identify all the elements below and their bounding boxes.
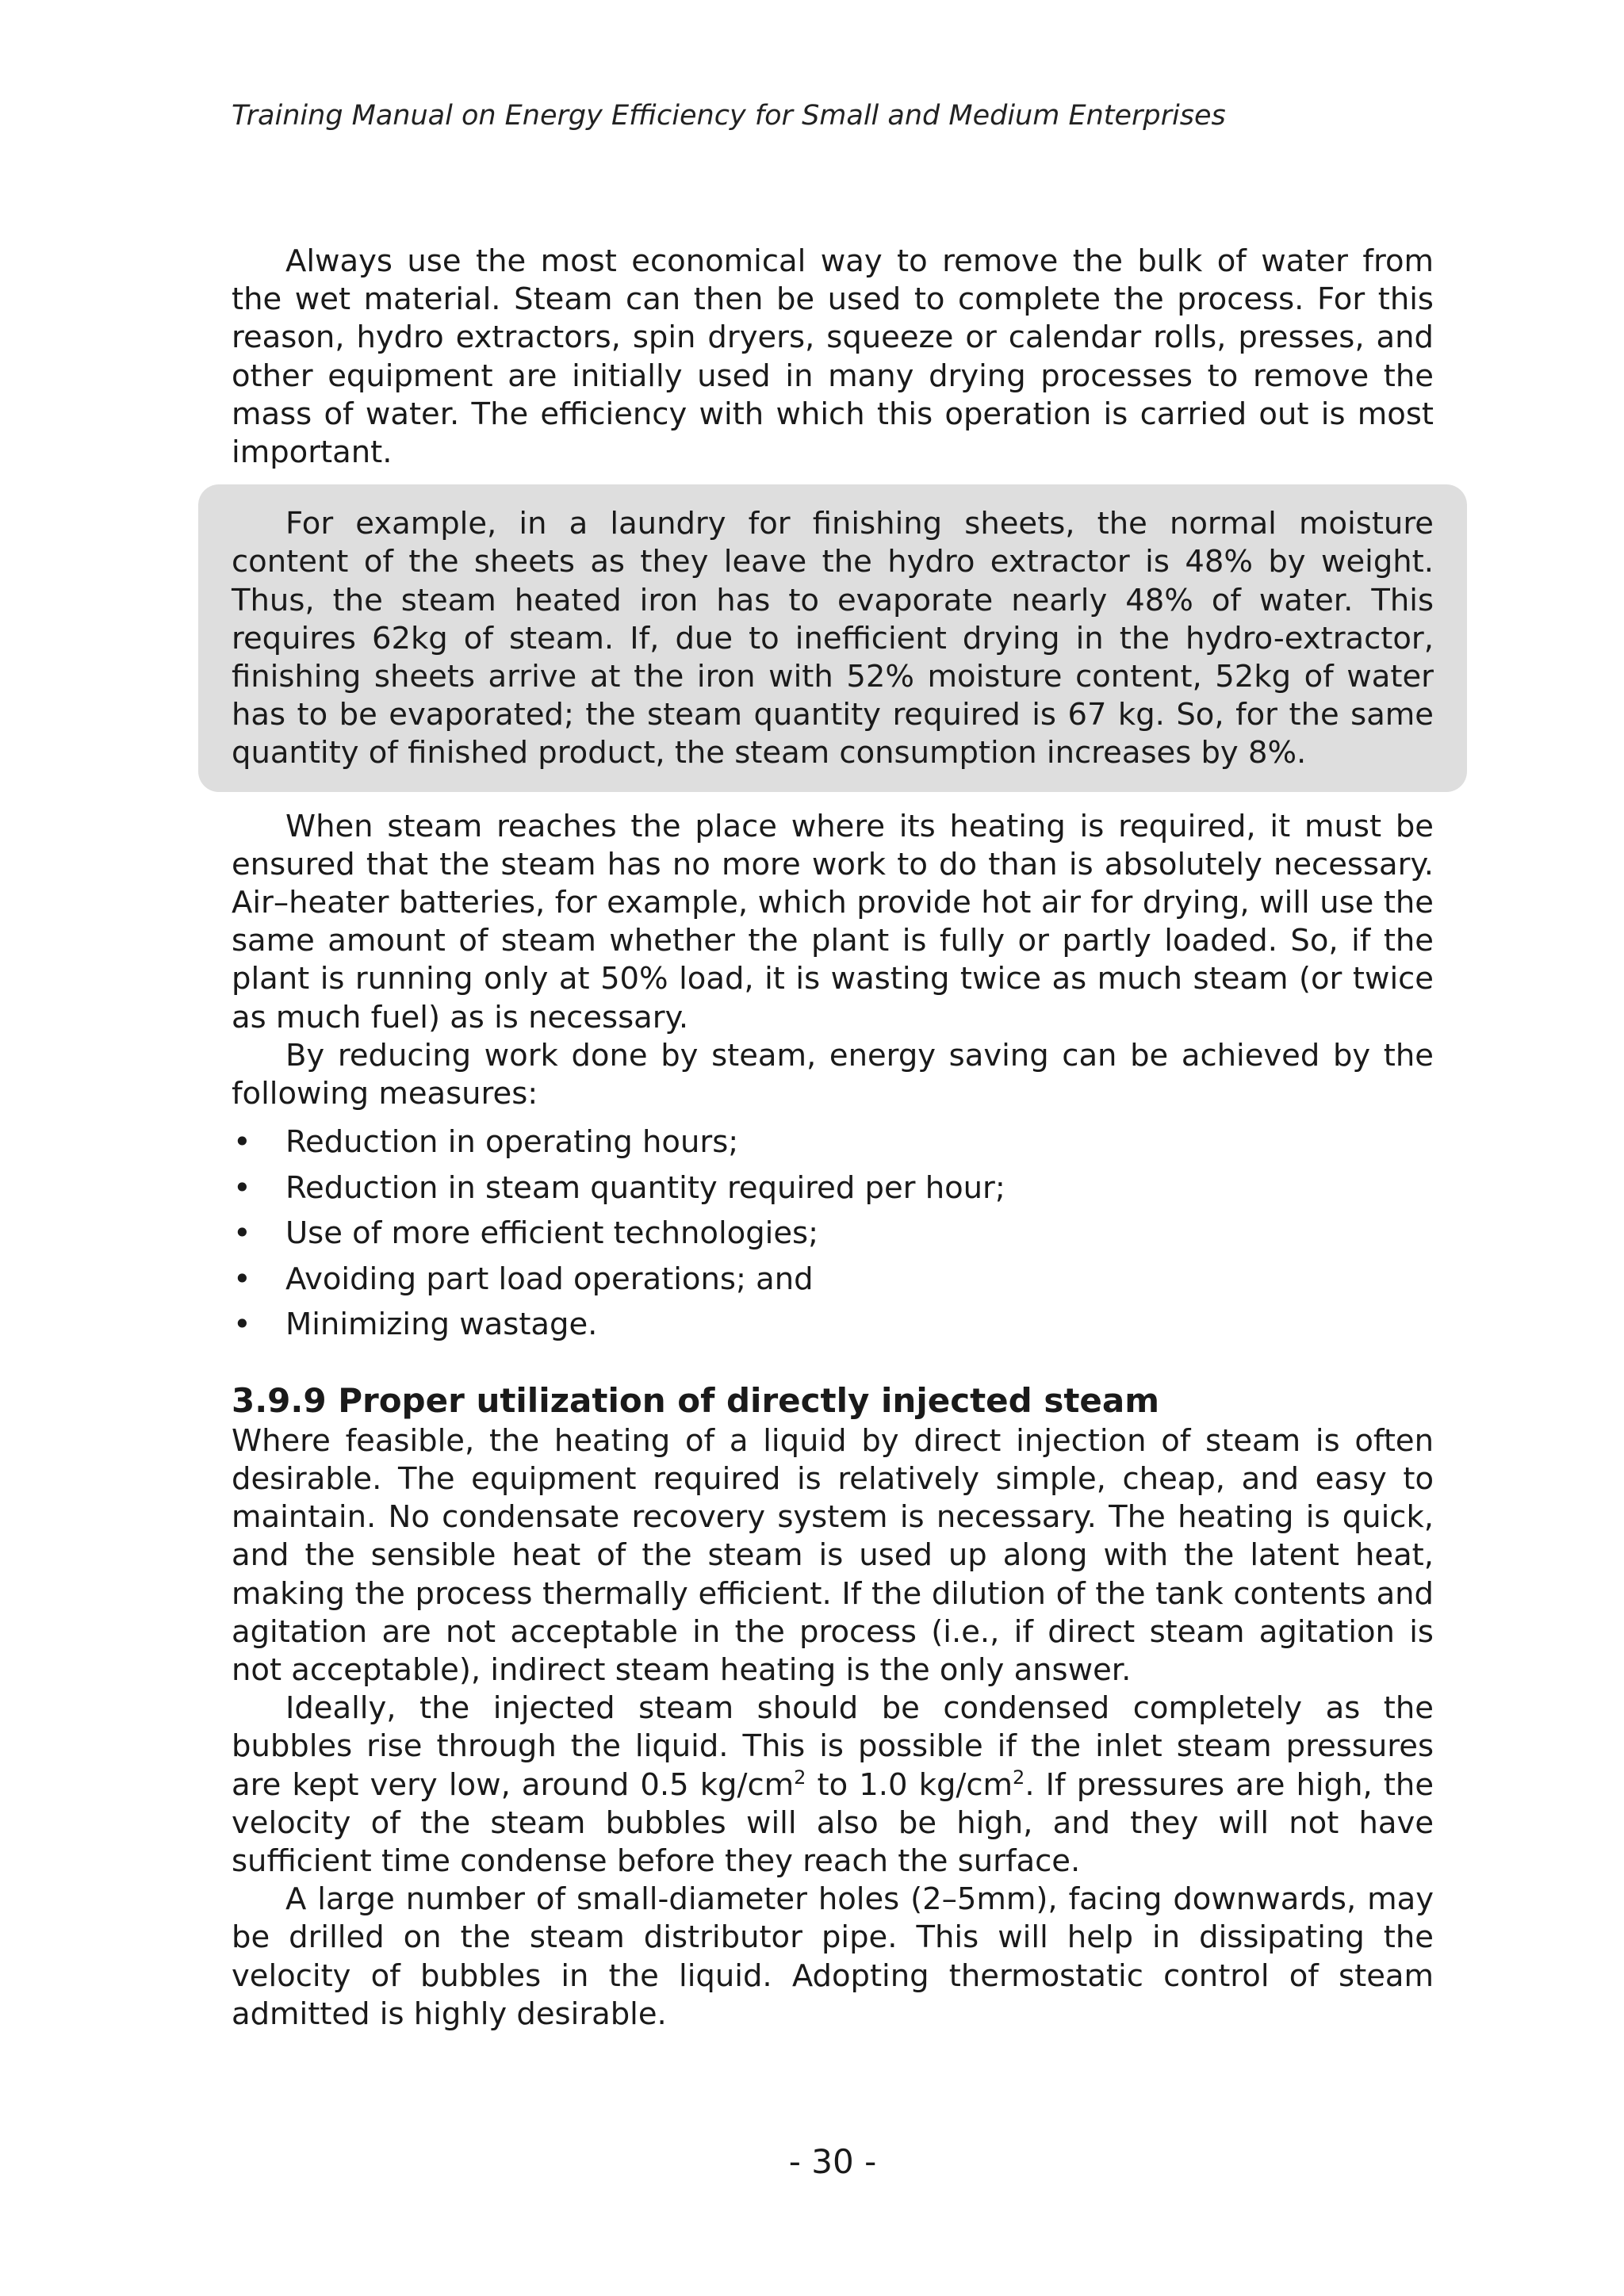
paragraph-steam-work: When steam reaches the place where its heating is required, it must be ensured that the steam has no more work to do than is absolutely necessary. Air–heater batteries, for example, which provide hot air for drying, will use the same amount of steam whether the plant is fully or partly loaded. So, if the plant is running only at 50% load, it is wasting twice as much steam (or twice as much fuel) as is necessary. bbox=[232, 808, 1434, 1035]
measures-list bbox=[232, 1119, 1434, 1348]
list-item-text: Use of more efficient technologies; bbox=[285, 1215, 819, 1252]
paragraph-injected-steam bbox=[232, 1689, 1434, 1881]
paragraph-distributor-holes: A large number of small-diameter holes (2–5mm), facing downwards, may be drilled on the steam distributor pipe. This will help in dissipating the velocity of bubbles in the liquid. Adopting thermostatic control of steam admitted is highly desirable. bbox=[232, 1881, 1434, 2032]
bullet-glyph: • bbox=[233, 1215, 251, 1252]
bullet-glyph: • bbox=[233, 1261, 251, 1297]
list-item bbox=[232, 1211, 1434, 1257]
section-heading: 3.9.9 Proper utilization of directly injected steam bbox=[232, 1380, 1160, 1420]
list-item bbox=[232, 1119, 1434, 1165]
bullet-glyph: • bbox=[233, 1169, 251, 1206]
list-item-text: Reduction in operating hours; bbox=[285, 1124, 739, 1161]
paragraph-measures-intro: By reducing work done by steam, energy saving can be achieved by the following measures: bbox=[232, 1037, 1434, 1112]
bullet-glyph: • bbox=[233, 1307, 251, 1343]
example-callout-box bbox=[198, 484, 1467, 791]
text-run: Ideally, the injected steam should be condensed completely as the bubbles rise through the liquid. This is possible if the inlet steam pressures are kept very low, around 0.5 kg/cm bbox=[232, 1690, 1434, 1803]
paragraph-direct-injection: Where feasible, the heating of a liquid by direct injection of steam is often desirable. The equipment required is relatively simple, cheap, and easy to maintain. No condensate recovery system is necessary. The heating is quick, and the sensible heat of the steam is used up along with the latent heat, making the process thermally efficient. If the dilution of the tank contents and agitation are not acceptable in the process (i.e., if direct steam agitation is not acceptable), indirect steam heating is the only answer. bbox=[232, 1422, 1434, 1688]
list-item-text: Reduction in steam quantity required per hour; bbox=[285, 1169, 1005, 1206]
example-paragraph: For example, in a laundry for finishing sheets, the normal moisture content of the sheets as they leave the hydro extractor is 48% by weight. Thus, the steam heated iron has to evaporate nearly 48% of water. This requires 62kg of steam. If, due to inefficient drying in the hydro-extractor, finishing sheets arrive at the iron with 52% moisture content, 52kg of water has to be evaporated; the steam quantity required is 67 kg. So, for the same quantity of finished product, the steam consumption increases by 8%. bbox=[232, 506, 1434, 771]
superscript: 2 bbox=[1013, 1766, 1025, 1789]
page-number: - 30 - bbox=[788, 2142, 877, 2181]
list-item bbox=[232, 1302, 1434, 1348]
list-item-text: Minimizing wastage. bbox=[285, 1307, 598, 1343]
bullet-glyph: • bbox=[233, 1124, 251, 1161]
page-content bbox=[232, 243, 1434, 2034]
list-item-text: Avoiding part load operations; and bbox=[285, 1261, 814, 1297]
running-header: Training Manual on Energy Efficiency for Small and Medium Enterprises bbox=[232, 100, 1226, 132]
superscript: 2 bbox=[794, 1766, 806, 1789]
list-item bbox=[232, 1257, 1434, 1303]
list-item bbox=[232, 1165, 1434, 1211]
paragraph-water-removal: Always use the most economical way to remove the bulk of water from the wet material. Steam can then be used to complete the process. For this reason, hydro extractors, spin dryers, squeeze or calendar rolls, presses, and other equipment are initially used in many drying processes to remove the mass of water. The efficiency with which this operation is carried out is most important. bbox=[232, 243, 1434, 471]
text-run: to 1.0 kg/cm bbox=[806, 1766, 1013, 1803]
text-run: . If pressures are high, the velocity of the steam bubbles will also be high, and they will not have sufficient time condense before they reach the surface. bbox=[232, 1766, 1434, 1879]
